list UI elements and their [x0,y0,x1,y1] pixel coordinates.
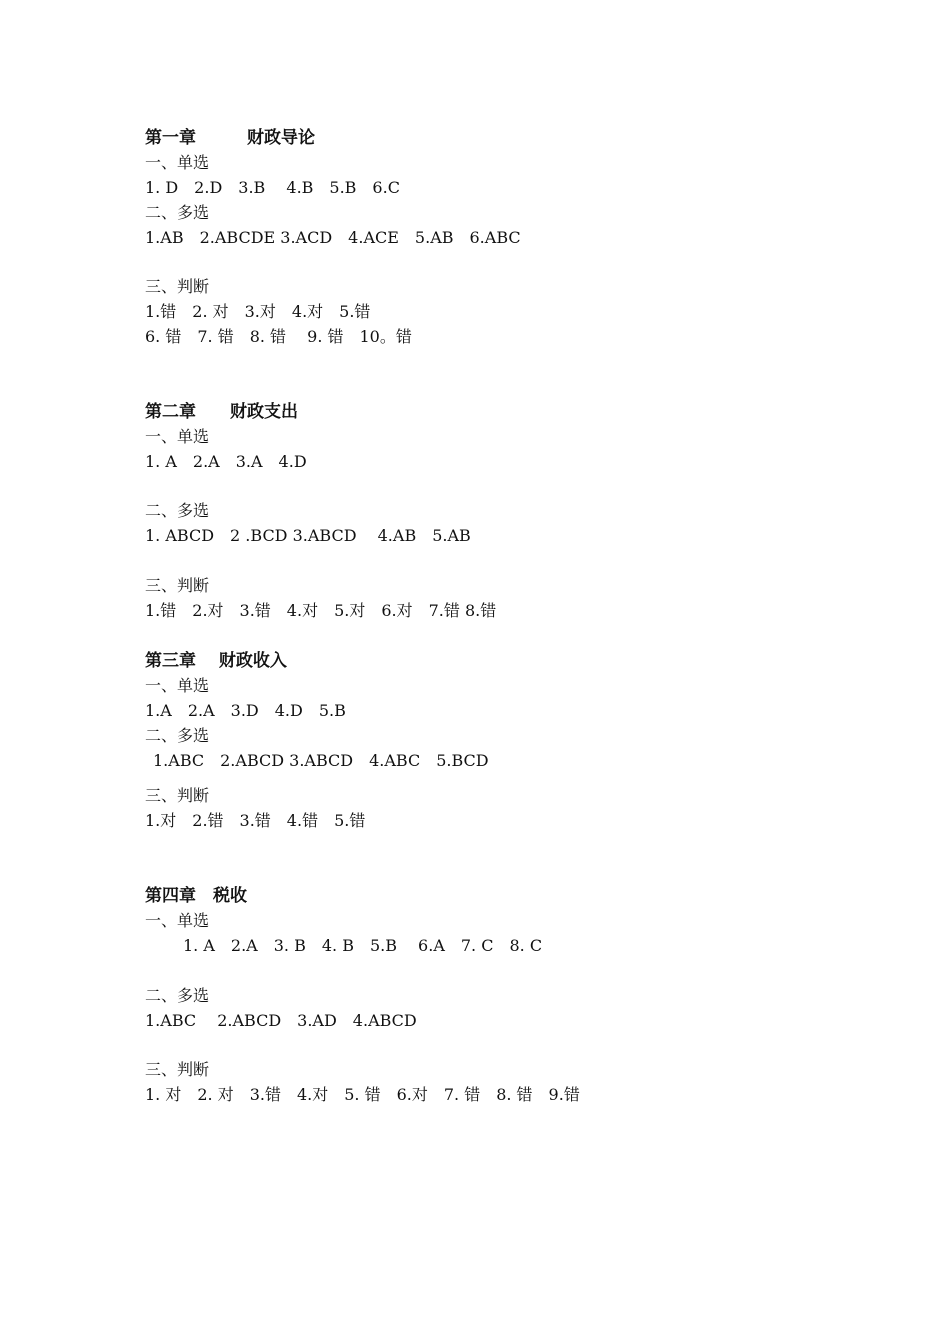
chapter-2-multi-answers: 1. ABCD 2 .BCD 3.ABCD 4.AB 5.AB [145,526,471,545]
chapter-1-multi-label: 二、多选 [145,203,210,222]
chapter-4-judge-label: 三、判断 [145,1060,210,1079]
chapter-1-single-answers: 1. D 2.D 3.B 4.B 5.B 6.C [145,178,400,197]
chapter-2-judge-answers: 1.错 2.对 3.错 4.对 5.对 6.对 7.错 8.错 [145,601,497,620]
chapter-1-title: 第一章 财政导论 [145,128,315,148]
chapter-1-judge-answers-2: 6. 错 7. 错 8. 错 9. 错 10。错 [145,327,412,346]
chapter-4-single-answers: 1. A 2.A 3. B 4. B 5.B 6.A 7. C 8. C [183,936,543,955]
chapter-1-judge-label: 三、判断 [145,277,210,296]
chapter-1-judge-answers-1: 1.错 2. 对 3.对 4.对 5.错 [145,302,371,321]
chapter-3-title: 第三章 财政收入 [145,651,287,671]
chapter-2-single-label: 一、单选 [145,427,210,446]
chapter-2-single-answers: 1. A 2.A 3.A 4.D [145,452,307,471]
chapter-4-judge-answers: 1. 对 2. 对 3.错 4.对 5. 错 6.对 7. 错 8. 错 9.错 [145,1085,580,1104]
chapter-1-multi-answers: 1.AB 2.ABCDE 3.ACD 4.ACE 5.AB 6.ABC [145,228,521,247]
chapter-3-single-answers: 1.A 2.A 3.D 4.D 5.B [145,701,346,720]
chapter-2-judge-label: 三、判断 [145,576,210,595]
chapter-1-single-label: 一、单选 [145,153,210,172]
chapter-4-multi-answers: 1.ABC 2.ABCD 3.AD 4.ABCD [145,1011,417,1030]
chapter-3-single-label: 一、单选 [145,676,210,695]
chapter-3-judge-label: 三、判断 [145,786,210,805]
chapter-3-judge-answers: 1.对 2.错 3.错 4.错 5.错 [145,811,366,830]
chapter-4-title: 第四章 税收 [145,886,247,906]
chapter-2-multi-label: 二、多选 [145,501,210,520]
chapter-4-single-label: 一、单选 [145,911,210,930]
chapter-4-multi-label: 二、多选 [145,986,210,1005]
chapter-2-title: 第二章 财政支出 [145,402,298,422]
chapter-3-multi-answers: 1.ABC 2.ABCD 3.ABCD 4.ABC 5.BCD [153,751,489,770]
chapter-3-multi-label: 二、多选 [145,726,210,745]
